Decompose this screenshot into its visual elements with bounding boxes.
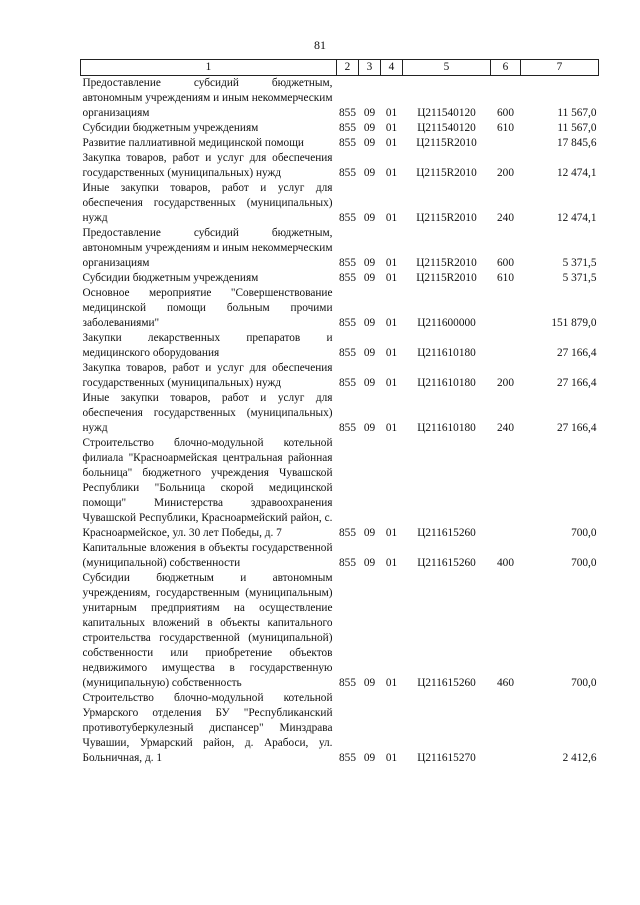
row-target-article: Ц211615260	[417, 527, 476, 539]
row-expense-type	[491, 331, 521, 361]
row-target-article: Ц211610180	[417, 377, 476, 389]
row-ved-code: 855	[339, 122, 356, 134]
column-number-row	[81, 60, 599, 76]
table-row	[81, 691, 599, 766]
row-amount: 27 166,4	[556, 377, 597, 389]
row-amount: 27 166,4	[556, 422, 597, 434]
table-row	[81, 271, 599, 286]
row-target-article: Ц2115R2010	[416, 137, 477, 149]
row-expense-type	[491, 136, 521, 151]
table-row	[81, 436, 599, 541]
row-subsection-code: 01	[385, 137, 398, 149]
row-name: Субсидии бюджетным учреждениям	[82, 272, 259, 284]
row-name: Иные закупки товаров, работ и услуг для обеспечения государственных (муниципальных) нужд	[82, 182, 333, 224]
row-expense-type: 600	[497, 107, 514, 119]
row-section-code: 09	[363, 677, 376, 689]
row-name: Капитальные вложения в объекты государственной (муниципальной) собственности	[82, 542, 333, 569]
row-section-code: 09	[363, 107, 376, 119]
row-target-article: Ц211610180	[417, 347, 476, 359]
row-target-article: Ц211610180	[417, 422, 476, 434]
column-header-7: 7	[521, 60, 599, 76]
row-amount: 151 879,0	[551, 317, 597, 329]
row-ved-code: 855	[339, 347, 356, 359]
table-row	[81, 136, 599, 151]
row-ved-code: 855	[339, 137, 356, 149]
table-row	[81, 541, 599, 571]
table-row	[81, 331, 599, 361]
table-row	[81, 226, 599, 271]
row-amount: 700,0	[571, 677, 597, 689]
row-target-article: Ц2115R2010	[416, 212, 477, 224]
row-target-article: Ц211600000	[417, 317, 476, 329]
row-subsection-code: 01	[385, 107, 398, 119]
row-amount: 700,0	[571, 557, 597, 569]
row-ved-code: 855	[339, 257, 356, 269]
row-name: Развитие паллиативной медицинской помощи	[82, 137, 304, 149]
row-target-article: Ц2115R2010	[416, 257, 477, 269]
row-section-code: 09	[363, 257, 376, 269]
row-section-code: 09	[363, 167, 376, 179]
row-subsection-code: 01	[385, 122, 398, 134]
row-ved-code: 855	[339, 677, 356, 689]
row-section-code: 09	[363, 557, 376, 569]
row-expense-type	[491, 436, 521, 541]
row-section-code: 09	[363, 752, 376, 764]
table-row	[81, 361, 599, 391]
row-amount: 12 474,1	[556, 212, 597, 224]
row-section-code: 09	[363, 347, 376, 359]
row-expense-type: 610	[497, 272, 514, 284]
row-ved-code: 855	[339, 317, 356, 329]
table-row	[81, 391, 599, 436]
row-name: Закупка товаров, работ и услуг для обеспечения государственных (муниципальных) нужд	[82, 362, 333, 389]
row-expense-type: 240	[497, 422, 514, 434]
row-target-article: Ц211615270	[417, 752, 476, 764]
row-subsection-code: 01	[385, 317, 398, 329]
column-header-4: 4	[381, 60, 403, 76]
row-ved-code: 855	[339, 557, 356, 569]
table-row	[81, 571, 599, 691]
row-name: Предоставление субсидий бюджетным, автономным учреждениям и иным некоммерческим организациям	[82, 77, 333, 119]
row-name: Субсидии бюджетным учреждениям	[82, 122, 259, 134]
row-name: Субсидии бюджетным и автономным учреждениям, государственным (муниципальным) унитарным предприятиям на осуществление капитальных вложений в объекты капитального строительства государственной (муниципальной) собственности или приобретение объектов недвижимого имущества в государственную (муниципальную) собственность	[82, 572, 333, 689]
row-amount: 27 166,4	[556, 347, 597, 359]
row-subsection-code: 01	[385, 167, 398, 179]
row-expense-type	[491, 286, 521, 331]
row-amount: 12 474,1	[556, 167, 597, 179]
table-row	[81, 151, 599, 181]
row-subsection-code: 01	[385, 212, 398, 224]
row-expense-type: 240	[497, 212, 514, 224]
table-row	[81, 181, 599, 226]
row-ved-code: 855	[339, 272, 356, 284]
row-subsection-code: 01	[385, 272, 398, 284]
column-header-1: 1	[81, 60, 337, 76]
row-amount: 5 371,5	[562, 272, 597, 284]
row-subsection-code: 01	[385, 752, 398, 764]
row-section-code: 09	[363, 422, 376, 434]
row-subsection-code: 01	[385, 257, 398, 269]
row-amount: 700,0	[571, 527, 597, 539]
row-ved-code: 855	[339, 167, 356, 179]
row-ved-code: 855	[339, 377, 356, 389]
table-row	[81, 286, 599, 331]
row-subsection-code: 01	[385, 677, 398, 689]
row-name: Основное мероприятие "Совершенствование медицинской помощи больным прочими заболеваниями"	[82, 287, 333, 329]
row-name: Строительство блочно-модульной котельной филиала "Красноармейская центральная районная больница" бюджетного учреждения Чувашской Республики "Больница скорой медицинской помощи" Министерства здравоохранения Чувашской Республики, Красноармейский район, с. Красноармейское, ул. 30 лет Победы, д. 7	[82, 437, 333, 539]
table-body	[81, 76, 599, 767]
row-ved-code: 855	[339, 212, 356, 224]
row-ved-code: 855	[339, 752, 356, 764]
column-header-2: 2	[337, 60, 359, 76]
row-section-code: 09	[363, 137, 376, 149]
row-ved-code: 855	[339, 107, 356, 119]
row-ved-code: 855	[339, 422, 356, 434]
row-expense-type: 200	[497, 167, 514, 179]
row-section-code: 09	[363, 527, 376, 539]
row-subsection-code: 01	[385, 422, 398, 434]
row-section-code: 09	[363, 317, 376, 329]
column-header-3: 3	[359, 60, 381, 76]
row-target-article: Ц2115R2010	[416, 272, 477, 284]
row-amount: 17 845,6	[556, 137, 597, 149]
row-section-code: 09	[363, 212, 376, 224]
row-expense-type: 200	[497, 377, 514, 389]
row-name: Закупки лекарственных препаратов и медицинского оборудования	[82, 332, 333, 359]
row-amount: 11 567,0	[557, 107, 597, 119]
row-target-article: Ц211540120	[417, 122, 476, 134]
row-name: Предоставление субсидий бюджетным, автономным учреждениям и иным некоммерческим организациям	[82, 227, 333, 269]
row-name: Закупка товаров, работ и услуг для обеспечения государственных (муниципальных) нужд	[82, 152, 333, 179]
row-target-article: Ц2115R2010	[416, 167, 477, 179]
row-expense-type: 600	[497, 257, 514, 269]
row-expense-type: 460	[497, 677, 514, 689]
row-amount: 2 412,6	[562, 752, 597, 764]
budget-table	[80, 59, 599, 766]
row-subsection-code: 01	[385, 377, 398, 389]
table-row	[81, 121, 599, 136]
row-ved-code: 855	[339, 527, 356, 539]
row-section-code: 09	[363, 122, 376, 134]
row-subsection-code: 01	[385, 557, 398, 569]
row-expense-type	[491, 691, 521, 766]
table-row	[81, 76, 599, 122]
column-header-5: 5	[403, 60, 491, 76]
row-target-article: Ц211615260	[417, 557, 476, 569]
row-name: Строительство блочно-модульной котельной Урмарского отделения БУ "Республиканский противотуберкулезный диспансер" Минздрава Чувашии, Урмарский район, д. Арабоси, ул. Больничная, д. 1	[82, 692, 333, 764]
row-expense-type: 610	[497, 122, 514, 134]
row-subsection-code: 01	[385, 527, 398, 539]
row-target-article: Ц211615260	[417, 677, 476, 689]
row-amount: 11 567,0	[557, 122, 597, 134]
column-header-6: 6	[491, 60, 521, 76]
row-expense-type: 400	[497, 557, 514, 569]
page-number: 81	[314, 38, 326, 52]
row-amount: 5 371,5	[562, 257, 597, 269]
row-section-code: 09	[363, 272, 376, 284]
row-subsection-code: 01	[385, 347, 398, 359]
row-section-code: 09	[363, 377, 376, 389]
row-name: Иные закупки товаров, работ и услуг для обеспечения государственных (муниципальных) нужд	[82, 392, 333, 434]
row-target-article: Ц211540120	[417, 107, 476, 119]
